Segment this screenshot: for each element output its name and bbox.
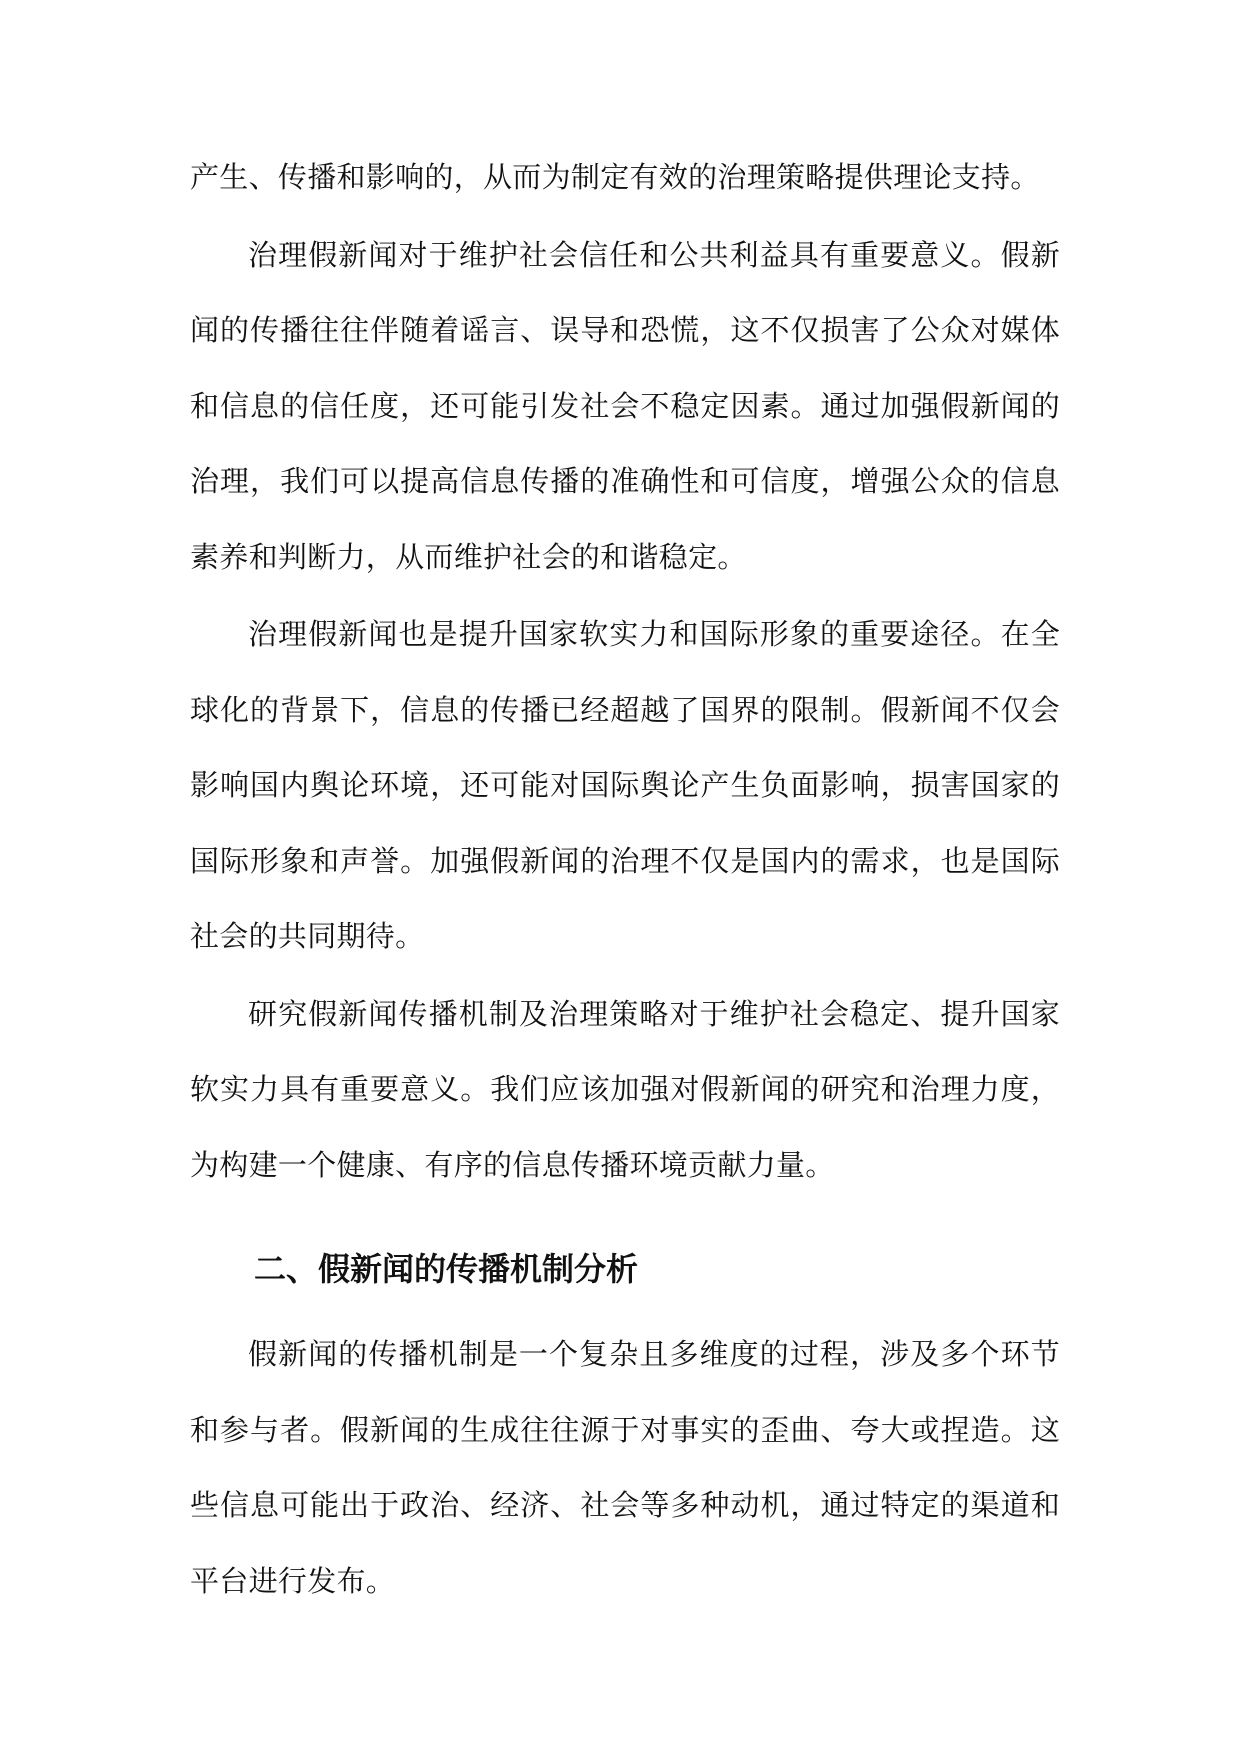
paragraph-significance: 治理假新闻对于维护社会信任和公共利益具有重要意义。假新闻的传播往往伴随着谣言、误导和恐慌，这不仅损害了公众对媒体和信息的信任度，还可能引发社会不稳定因素。通过加强假新闻的治理，我们可以提高信息传播的准确性和可信度，增强公众的信息素养和判断力，从而维护社会的和谐稳定。 [190, 237, 1060, 574]
document-body [190, 140, 1060, 1621]
section-heading: 二、假新闻的传播机制分析 [254, 1250, 639, 1288]
paragraph-mechanism: 假新闻的传播机制是一个复杂且多维度的过程，涉及多个环节和参与者。假新闻的生成往往源于对事实的歪曲、夸大或捏造。这些信息可能出于政治、经济、社会等多种动机，通过特定的渠道和平台进行发布。 [190, 1337, 1060, 1598]
paragraph-soft-power: 治理假新闻也是提升国家软实力和国际形象的重要途径。在全球化的背景下，信息的传播已经超越了国界的限制。假新闻不仅会影响国内舆论环境，还可能对国际舆论产生负面影响，损害国家的国际形象和声誉。加强假新闻的治理不仅是国内的需求，也是国际社会的共同期待。 [190, 617, 1060, 953]
paragraph-conclusion: 研究假新闻传播机制及治理策略对于维护社会稳定、提升国家软实力具有重要意义。我们应该加强对假新闻的研究和治理力度，为构建一个健康、有序的信息传播环境贡献力量。 [190, 996, 1060, 1182]
paragraph-continuation: 产生、传播和影响的，从而为制定有效的治理策略提供理论支持。 [190, 160, 1040, 194]
